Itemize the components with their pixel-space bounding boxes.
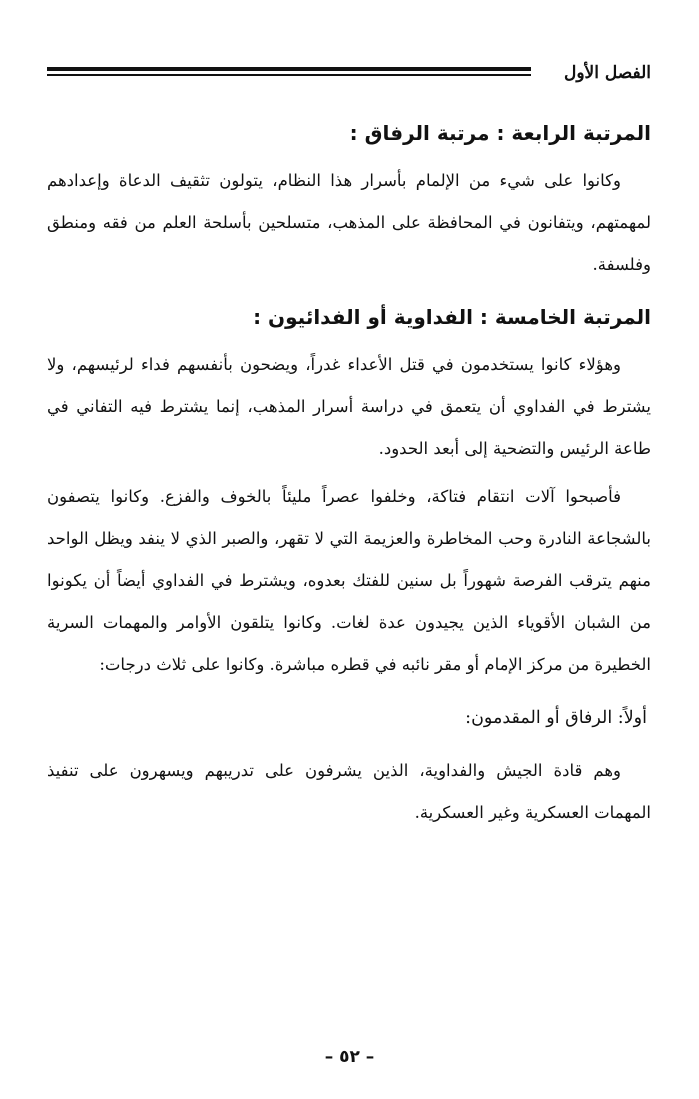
chapter-title: الفصل الأول	[563, 63, 651, 83]
running-header	[47, 60, 651, 90]
section-heading-rank-four: المرتبة الرابعة : مرتبة الرفاق :	[349, 121, 651, 145]
section-heading-rank-five: المرتبة الخامسة : الفداوية أو الفدائيون :	[253, 305, 651, 329]
paragraph-fidais: وهؤلاء كانوا يستخدمون في قتل الأعداء غدراً، ويضحون بأنفسهم فداء لرئيسهم، ولا يشترط في الفداوي أن يتعمق في دراسة أسرار المذهب، إنما يشترط فيه التفاني في طاعة الرئيس والتضحية إلى أبعد الحدود.	[47, 355, 651, 458]
subsection-heading-comrades: أولاً: الرفاق أو المقدمون:	[465, 708, 647, 728]
paragraph-comrades: وكانوا على شيء من الإلمام بأسرار هذا النظام، يتولون تثقيف الدعاة وإعدادهم لمهمتهم، ويتفانون في المحافظة على المذهب، متسلحين بأسلحة العلم من فقه ومنطق وفلسفة.	[47, 171, 651, 274]
header-rule-thin	[47, 74, 531, 76]
paragraph-fidais-traits: فأصبحوا آلات انتقام فتاكة، وخلفوا عصراً مليئاً بالخوف والفزع. وكانوا يتصفون بالشجاعة النادرة وحب المخاطرة والعزيمة التي لا تقهر، والصبر الذي لا ينفد ويظل الواحد منهم يترقب الفرصة شهوراً بل سنين للفتك بعدوه، ويشترط في الفداوي أيضاً أن يكونوا من الشبان الأقوياء الذين يجيدون عدة لغات. وكانوا يتلقون الأوامر والمهمات السرية الخطيرة من مركز الإمام أو مقر نائبه في قطره مباشرة. وكانوا على ثلاث درجات:	[47, 487, 651, 674]
page-body	[47, 112, 651, 834]
header-rule-thick	[47, 67, 531, 71]
page-number: – ٥٢ –	[324, 1047, 375, 1067]
paragraph-army-leaders: وهم قادة الجيش والفداوية، الذين يشرفون على تدريبهم ويسهرون على تنفيذ المهمات العسكرية وغير العسكرية.	[47, 761, 651, 822]
